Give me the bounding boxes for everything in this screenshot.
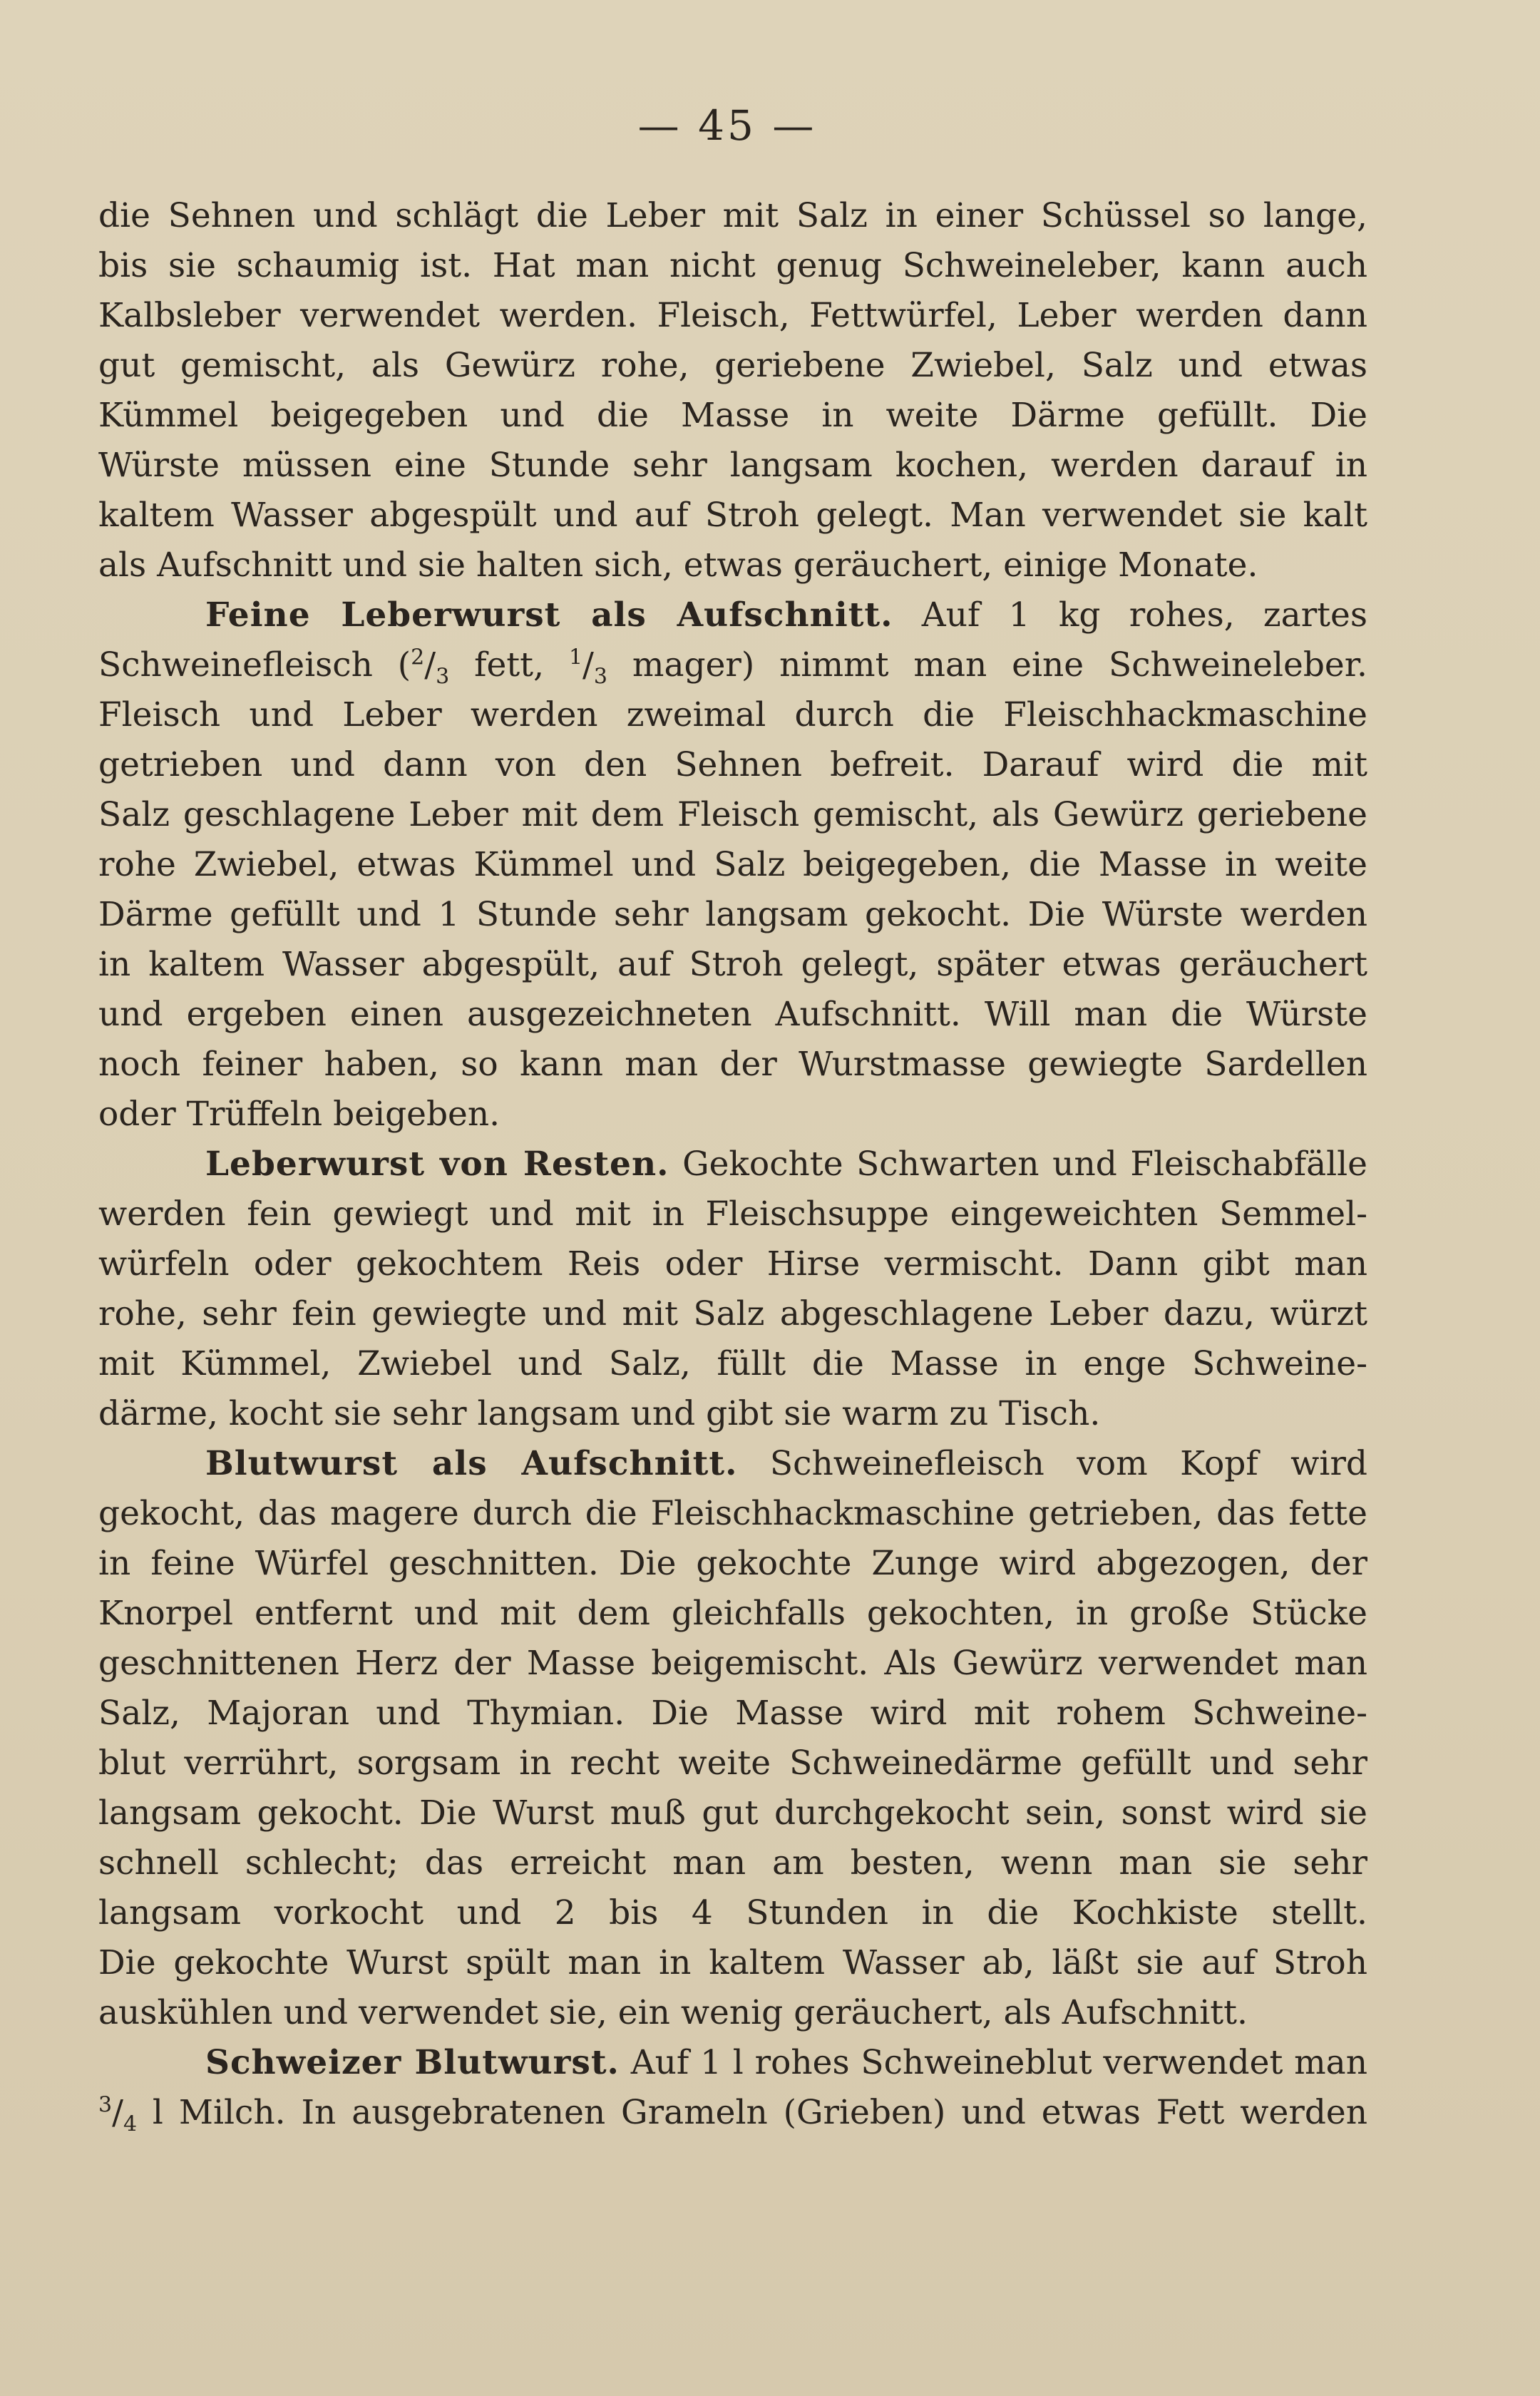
page-number: — 45 — <box>637 101 817 150</box>
fraction-denominator: 4 <box>123 2111 138 2137</box>
section-heading: Leberwurst von Resten. <box>205 1145 669 1184</box>
fraction-denominator: 3 <box>436 664 450 690</box>
section-heading: Feine Leberwurst als Aufschnitt. <box>205 595 893 635</box>
page-body <box>98 191 1367 2138</box>
text-line: werden fein gewiegt und mit in Fleischsuppe eingeweichten Semmel- <box>98 1194 1367 1234</box>
section-heading: Blutwurst als Aufschnitt. <box>205 1444 738 1483</box>
text-line: därme, kocht sie sehr langsam und gibt sie warm zu Tisch. <box>98 1394 1101 1433</box>
text-line: rohe, sehr fein gewiegte und mit Salz abgeschlagene Leber dazu, würzt <box>98 1294 1367 1333</box>
text-line: geschnittenen Herz der Masse beigemischt. Als Gewürz verwendet man <box>98 1644 1367 1683</box>
text-line: in kaltem Wasser abgespült, auf Stroh gelegt, später etwas geräuchert <box>98 945 1367 984</box>
text-line: getrieben und dann von den Sehnen befreit. Darauf wird die mit <box>98 745 1367 784</box>
text-line: rohe Zwiebel, etwas Kümmel und Salz beigegeben, die Masse in weite <box>98 845 1367 884</box>
fraction-numerator: 1 <box>568 645 583 670</box>
text-line: würfeln oder gekochtem Reis oder Hirse vermischt. Dann gibt man <box>98 1244 1367 1284</box>
text-line: blut verrührt, sorgsam in recht weite Schweinedärme gefüllt und sehr <box>98 1744 1367 1783</box>
text-line: gekocht, das magere durch die Fleischhackmaschine getrieben, das fette <box>98 1494 1367 1533</box>
text-run: Auf 1 l rohes Schweineblut verwendet man <box>619 2043 1367 2082</box>
text-line: in feine Würfel geschnitten. Die gekochte Zunge wird abgezogen, der <box>98 1544 1367 1583</box>
text-line: Kümmel beigegeben und die Masse in weite Därme gefüllt. Die <box>98 396 1367 435</box>
text-run: l Milch. In ausgebratenen Grameln (Grieben) und etwas Fett werden <box>137 2093 1367 2132</box>
text-line: $^3/_4$ l Milch. In ausgebratenen Grameln (Grieben) und etwas Fett werden <box>98 2092 1367 2137</box>
text-line: kaltem Wasser abgespült und auf Stroh gelegt. Man verwendet sie kalt <box>98 496 1367 535</box>
text-line: Därme gefüllt und 1 Stunde sehr langsam gekocht. Die Würste werden <box>98 895 1367 934</box>
text-line: langsam vorkocht und 2 bis 4 Stunden in die Kochkiste stellt. <box>98 1893 1367 1932</box>
text-line: Schweinefleisch ($^2/_3$ fett, $^1/_3$ mager) nimmt man eine Schweineleber. <box>98 645 1367 690</box>
text-run: fett, <box>449 645 569 685</box>
text-line: Knorpel entfernt und mit dem gleichfalls gekochten, in große Stücke <box>98 1594 1367 1633</box>
text-line: Würste müssen eine Stunde sehr langsam kochen, werden darauf in <box>98 446 1367 485</box>
text-line <box>98 1140 1367 1189</box>
fraction-numerator: 2 <box>411 645 425 670</box>
text-line: Die gekochte Wurst spült man in kaltem Wasser ab, läßt sie auf Stroh <box>98 1943 1367 1982</box>
text-line: als Aufschnitt und sie halten sich, etwas geräuchert, einige Monate. <box>98 546 1258 585</box>
text-line: Salz geschlagene Leber mit dem Fleisch gemischt, als Gewürz geriebene <box>98 795 1367 834</box>
text-run: Gekochte Schwarten und Fleischabfälle <box>669 1145 1367 1184</box>
text-line: Fleisch und Leber werden zweimal durch die Fleischhackmaschine <box>98 695 1367 734</box>
text-line: und ergeben einen ausgezeichneten Aufschnitt. Will man die Würste <box>98 995 1367 1034</box>
text-line: die Sehnen und schlägt die Leber mit Salz in einer Schüssel so lange, <box>98 196 1367 235</box>
text-line: noch feiner haben, so kann man der Wurstmasse gewiegte Sardellen <box>98 1045 1367 1084</box>
text-line: bis sie schaumig ist. Hat man nicht genug Schweineleber, kann auch <box>98 246 1367 285</box>
text-line: auskühlen und verwendet sie, ein wenig geräuchert, als Aufschnitt. <box>98 1993 1248 2032</box>
text-line: oder Trüffeln beigeben. <box>98 1095 500 1134</box>
text-line <box>98 1439 1367 1489</box>
text-run: Auf 1 kg rohes, zartes <box>893 595 1367 635</box>
fraction-denominator: 3 <box>593 664 607 690</box>
text-line: mit Kümmel, Zwiebel und Salz, füllt die Masse in enge Schweine- <box>98 1344 1367 1383</box>
section-heading: Schweizer Blutwurst. <box>205 2043 620 2082</box>
text-run: Schweinefleisch ( <box>98 645 411 685</box>
text-line: Salz, Majoran und Thymian. Die Masse wird mit rohem Schweine- <box>98 1694 1367 1733</box>
text-line: gut gemischt, als Gewürz rohe, geriebene Zwiebel, Salz und etwas <box>98 346 1367 385</box>
text-line: schnell schlecht; das erreicht man am besten, wenn man sie sehr <box>98 1843 1367 1883</box>
text-line: langsam gekocht. Die Wurst muß gut durchgekocht sein, sonst wird sie <box>98 1793 1367 1833</box>
text-line: Kalbsleber verwendet werden. Fleisch, Fettwürfel, Leber werden dann <box>98 296 1367 335</box>
text-line <box>98 2038 1367 2088</box>
fraction-numerator: 3 <box>98 2092 113 2118</box>
text-run: Schweinefleisch vom Kopf wird <box>737 1444 1367 1483</box>
text-run: mager) nimmt man eine Schweineleber. <box>607 645 1367 685</box>
text-line <box>98 590 1367 640</box>
